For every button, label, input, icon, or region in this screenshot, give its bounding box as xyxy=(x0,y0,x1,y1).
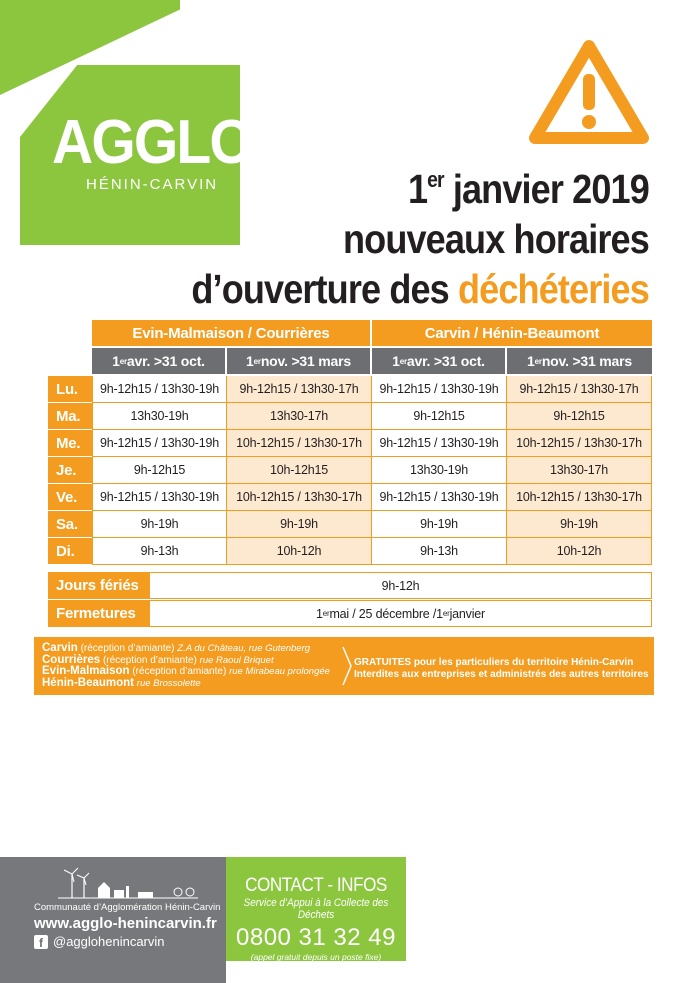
contact-panel xyxy=(226,857,406,961)
period-header: 1 er nov. >31 mars xyxy=(507,348,652,374)
schedule-cell: 9h-19h xyxy=(507,511,652,538)
holidays-label: Jours fériés xyxy=(48,572,149,599)
holidays-value: 9h-12h xyxy=(149,572,652,599)
schedule-cell: 9h-12h15 / 13h30-19h xyxy=(372,484,507,511)
schedule-cell: 10h-12h15 / 13h30-17h xyxy=(227,430,372,457)
contact-title: CONTACT - INFOS xyxy=(245,875,387,896)
schedule-cell: 9h-12h15 / 13h30-19h xyxy=(92,430,227,457)
day-label: Lu. xyxy=(48,376,92,403)
schedule-cell: 13h30-19h xyxy=(92,403,227,430)
schedule-cell: 9h-12h15 / 13h30-19h xyxy=(372,430,507,457)
notice-free: GRATUITES pour les particuliers du territoire Hénin-Carvin xyxy=(354,657,634,668)
site-address-item: Courrières (réception d’amiante) rue Raoul Briquet xyxy=(42,653,274,666)
facebook-icon: f xyxy=(34,935,48,949)
site-address-item: Evin-Malmaison (réception d’amiante) rue Mirabeau prolongée xyxy=(42,665,330,677)
schedule-cell: 9h-12h15 xyxy=(372,403,507,430)
table-row xyxy=(48,376,652,403)
facebook-link[interactable] xyxy=(34,934,165,949)
schedule-cell: 10h-12h xyxy=(507,538,652,565)
table-row xyxy=(48,538,652,565)
closures-value: 1 er mai / 25 décembre / 1 er janvier xyxy=(149,600,652,627)
table-row xyxy=(48,430,652,457)
schedule-cell: 9h-12h15 / 13h30-19h xyxy=(372,376,507,403)
schedule-cell: 9h-12h15 / 13h30-17h xyxy=(507,376,652,403)
schedule-cell: 9h-12h15 / 13h30-19h xyxy=(92,484,227,511)
schedule-cell: 9h-12h15 xyxy=(507,403,652,430)
logo-sub-text: HÉNIN-CARVIN xyxy=(86,176,219,193)
site-header-carvin-henin: Carvin / Hénin-Beaumont xyxy=(372,320,652,346)
table-row xyxy=(48,484,652,511)
contact-phone[interactable]: 0800 31 32 49 xyxy=(236,924,396,951)
title-line-1: 1er janvier 2019 xyxy=(408,166,649,212)
schedule-cell: 9h-19h xyxy=(92,511,227,538)
schedule-cell: 13h30-17h xyxy=(227,403,372,430)
table-row xyxy=(48,457,652,484)
title-line-3: d’ouverture des déchéteries xyxy=(191,266,649,312)
footer-org-name: Communauté d’Agglomération Hénin-Carvin xyxy=(34,902,221,913)
table-row xyxy=(48,511,652,538)
schedule-cell: 9h-19h xyxy=(227,511,372,538)
day-label: Di. xyxy=(48,538,92,565)
day-label: Je. xyxy=(48,457,92,484)
schedule-cell: 10h-12h15 / 13h30-17h xyxy=(507,484,652,511)
closures-row xyxy=(48,600,652,627)
schedule-cell: 10h-12h15 / 13h30-17h xyxy=(227,484,372,511)
site-header-row xyxy=(92,320,652,347)
schedule-cell: 10h-12h15 xyxy=(227,457,372,484)
schedule-cell: 9h-19h xyxy=(372,511,507,538)
schedule-cell: 13h30-17h xyxy=(507,457,652,484)
day-label: Ma. xyxy=(48,403,92,430)
site-header-evin-courrieres: Evin-Malmaison / Courrières xyxy=(92,320,372,346)
website-link[interactable]: www.agglo-henincarvin.fr xyxy=(34,915,217,932)
schedule-cell: 9h-12h15 xyxy=(92,457,227,484)
sites-info-strip xyxy=(34,637,654,695)
facebook-handle: @agglohenincarvin xyxy=(53,934,165,949)
day-label: Ve. xyxy=(48,484,92,511)
closures-label: Fermetures xyxy=(48,600,149,627)
schedule-cell: 9h-13h xyxy=(92,538,227,565)
period-header: 1 er avr. >31 oct. xyxy=(92,348,227,374)
schedule-cell: 13h30-19h xyxy=(372,457,507,484)
sites-address-list xyxy=(42,643,330,689)
schedule-cell: 10h-12h15 / 13h30-17h xyxy=(507,430,652,457)
schedule-cell: 9h-12h15 / 13h30-17h xyxy=(227,376,372,403)
notice-forbidden: Interdites aux entreprises et administrés des autres territoires xyxy=(354,669,649,680)
schedule-cell: 10h-12h xyxy=(227,538,372,565)
access-notice xyxy=(354,657,649,681)
warning-triangle-icon xyxy=(527,38,651,146)
site-address-item: Hénin-Beaumont rue Brossolette xyxy=(42,676,201,689)
holidays-row xyxy=(48,572,652,599)
day-label: Me. xyxy=(48,430,92,457)
logo-main-text: AGGLO xyxy=(52,108,252,177)
chevron-right-icon xyxy=(341,645,353,687)
period-header: 1 er avr. >31 oct. xyxy=(372,348,507,374)
period-header-row xyxy=(92,348,652,375)
day-label: Sa. xyxy=(48,511,92,538)
title-line-2: nouveaux horaires xyxy=(343,216,649,262)
schedule-cell: 9h-12h15 / 13h30-19h xyxy=(92,376,227,403)
skyline-logo-icon xyxy=(58,866,198,900)
sign-text: DECHETS VERTS xyxy=(304,749,310,800)
page-title xyxy=(191,155,649,314)
table-row xyxy=(48,403,652,430)
schedule-cell: 9h-13h xyxy=(372,538,507,565)
site-address-item: Carvin (réception d’amiante) Z.A du Château, rue Gutenberg xyxy=(42,642,311,654)
contact-phone-note: (appel gratuit depuis un poste fixe) xyxy=(250,952,382,962)
period-header: 1 er nov. >31 mars xyxy=(227,348,372,374)
contact-service: Service d’Appui à la Collecte des Déchets xyxy=(243,897,389,921)
